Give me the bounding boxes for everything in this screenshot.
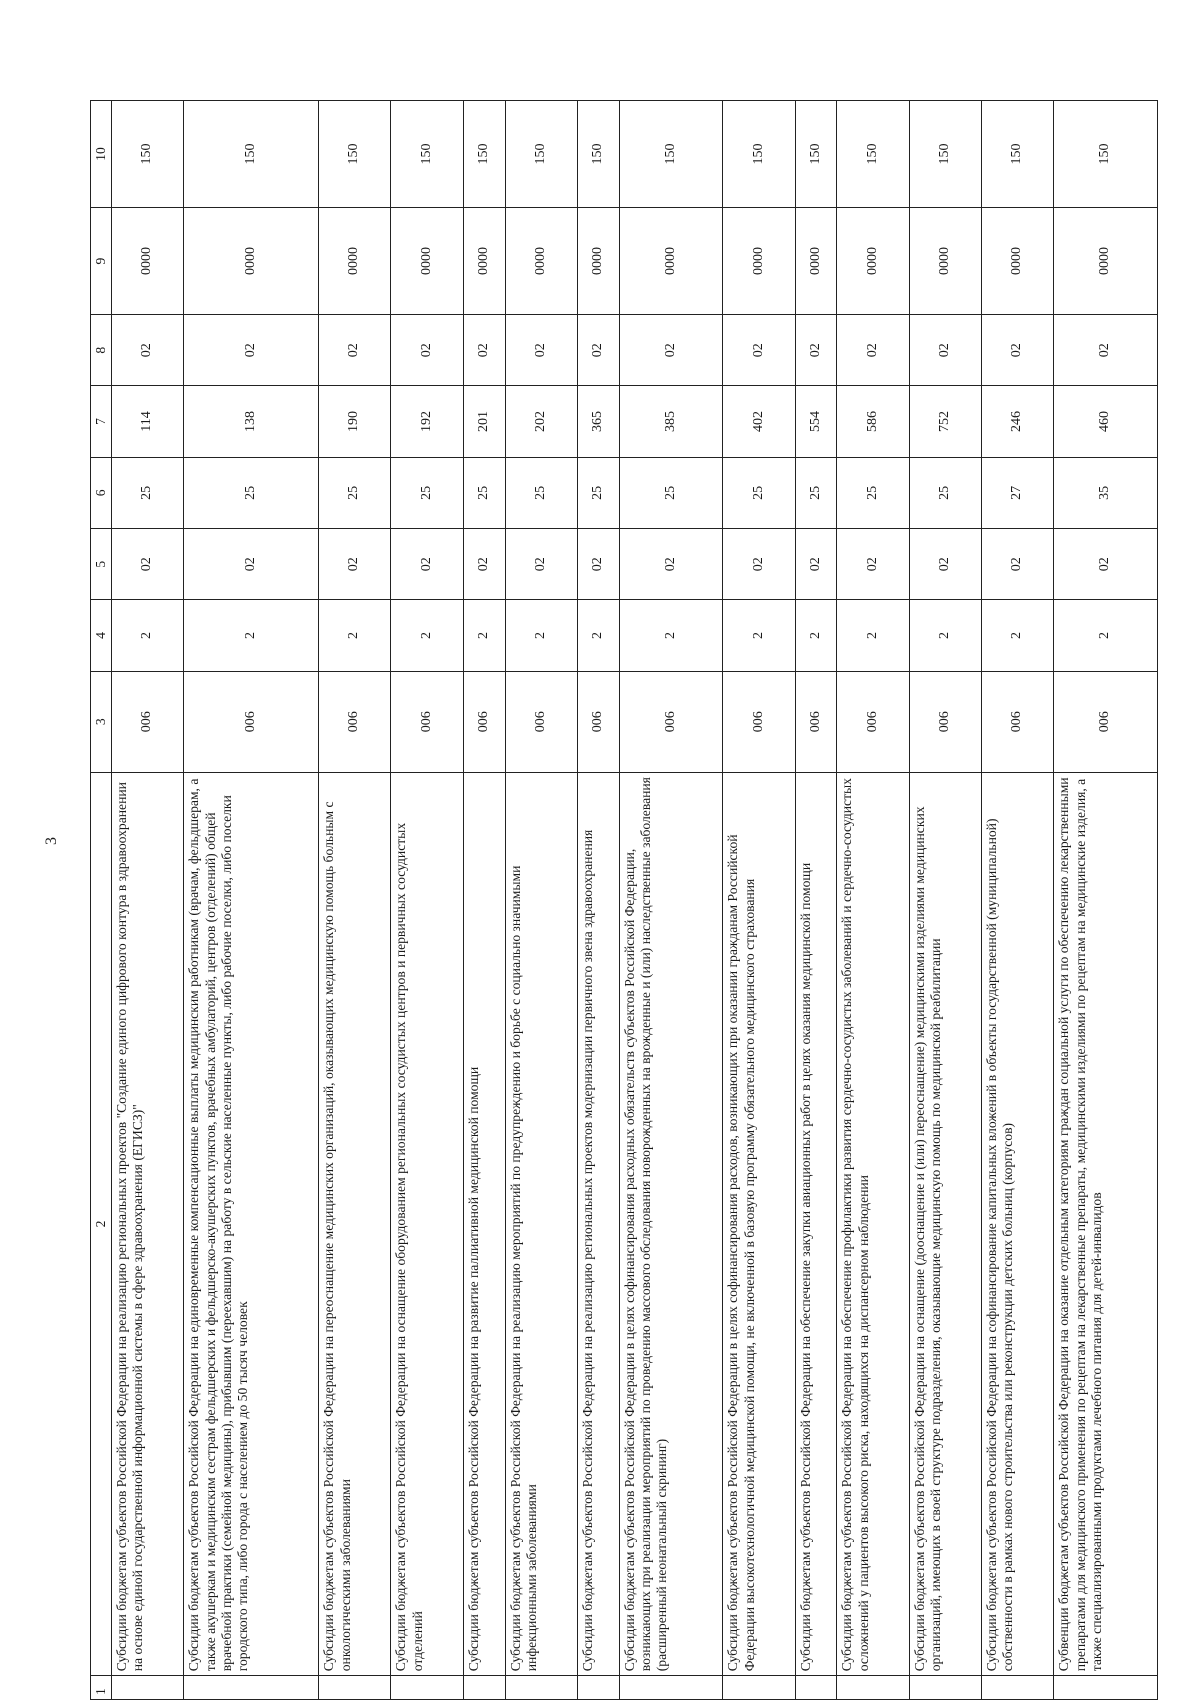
article-code-cell: 25 [619, 457, 723, 528]
description-cell: Субвенции бюджетам субъектов Российской Федерации на оказание отдельным категориям граждан социальной услуги по обеспечению лекарственными препаратами для медицинского применения по рецептам на лекарственные препараты, медицинскими изделиями по рецептам на медицинские изделия, а также специализированными продуктами лечебного питания для детей-инвалидов [1054, 772, 1158, 1676]
program-code-cell: 0000 [319, 208, 391, 315]
table-row [391, 101, 463, 1700]
group-code-cell: 2 [909, 600, 981, 671]
table-row [837, 101, 909, 1700]
article-code-cell: 25 [837, 457, 909, 528]
program-code-cell: 0000 [981, 208, 1053, 315]
description-cell: Субсидии бюджетам субъектов Российской Федерации на реализацию региональных проектов модернизации первичного звена здравоохранения [577, 772, 619, 1676]
program-code-cell: 0000 [1054, 208, 1158, 315]
description-cell: Субсидии бюджетам субъектов Российской Федерации на оснащение (дооснащение и (или) переоснащение) медицинскими изделиями медицинских организаций, имеющих в своей структуре подразделения, оказывающие медицинскую помощь по медицинской реабилитации [909, 772, 981, 1676]
group-code-cell: 2 [391, 600, 463, 671]
description-cell: Субсидии бюджетам субъектов Российской Федерации на реализацию мероприятий по предупреждению и борьбе с социально значимыми инфекционными заболеваниями [505, 772, 577, 1676]
element-code-cell: 02 [1054, 315, 1158, 386]
subgroup-code-cell: 02 [577, 529, 619, 600]
description-cell: Субсидии бюджетам субъектов Российской Федерации на оснащение оборудованием региональных сосудистых центров и первичных сосудистых отделений [391, 772, 463, 1676]
subgroup-code-cell: 02 [981, 529, 1053, 600]
subarticle-code-cell: 138 [184, 386, 319, 457]
group-code-cell: 2 [1054, 600, 1158, 671]
table-row [184, 101, 319, 1700]
subarticle-code-cell: 752 [909, 386, 981, 457]
element-code-cell: 02 [795, 315, 837, 386]
subordinate-code-cell: 006 [723, 671, 795, 772]
article-code-cell: 35 [1054, 457, 1158, 528]
row-number-cell [184, 1676, 319, 1700]
group-code-cell: 2 [112, 600, 184, 671]
table-row [463, 101, 505, 1700]
program-code-cell: 0000 [723, 208, 795, 315]
group-code-cell: 2 [184, 600, 319, 671]
subgroup-code-cell: 02 [391, 529, 463, 600]
program-code-cell: 0000 [577, 208, 619, 315]
subordinate-code-cell: 006 [909, 671, 981, 772]
table-row [909, 101, 981, 1700]
row-number-cell [391, 1676, 463, 1700]
row-number-cell [837, 1676, 909, 1700]
row-number-cell [1054, 1676, 1158, 1700]
table-row [619, 101, 723, 1700]
group-code-cell: 2 [577, 600, 619, 671]
row-number-cell [619, 1676, 723, 1700]
subarticle-code-cell: 402 [723, 386, 795, 457]
classification-code-cell: 150 [505, 101, 577, 208]
subarticle-code-cell: 201 [463, 386, 505, 457]
subarticle-code-cell: 365 [577, 386, 619, 457]
program-code-cell: 0000 [184, 208, 319, 315]
element-code-cell: 02 [577, 315, 619, 386]
article-code-cell: 25 [795, 457, 837, 528]
subarticle-code-cell: 114 [112, 386, 184, 457]
table-row [723, 101, 795, 1700]
group-code-cell: 2 [619, 600, 723, 671]
table-row [319, 101, 391, 1700]
table-row [112, 101, 184, 1700]
subgroup-code-cell: 02 [909, 529, 981, 600]
subarticle-code-cell: 460 [1054, 386, 1158, 457]
subarticle-code-cell: 586 [837, 386, 909, 457]
row-number-cell [577, 1676, 619, 1700]
subordinate-code-cell: 006 [1054, 671, 1158, 772]
column-header-5: 5 [91, 529, 112, 600]
subordinate-code-cell: 006 [577, 671, 619, 772]
subordinate-code-cell: 006 [319, 671, 391, 772]
element-code-cell: 02 [837, 315, 909, 386]
program-code-cell: 0000 [112, 208, 184, 315]
description-cell: Субсидии бюджетам субъектов Российской Федерации на развитие паллиативной медицинской помощи [463, 772, 505, 1676]
element-code-cell: 02 [909, 315, 981, 386]
row-number-cell [112, 1676, 184, 1700]
budget-codes-table [90, 100, 1158, 1700]
subordinate-code-cell: 006 [112, 671, 184, 772]
row-number-cell [723, 1676, 795, 1700]
column-header-1: 1 [91, 1676, 112, 1700]
subgroup-code-cell: 02 [1054, 529, 1158, 600]
group-code-cell: 2 [981, 600, 1053, 671]
group-code-cell: 2 [795, 600, 837, 671]
subarticle-code-cell: 246 [981, 386, 1053, 457]
table-row [795, 101, 837, 1700]
article-code-cell: 25 [505, 457, 577, 528]
subordinate-code-cell: 006 [795, 671, 837, 772]
table-body [112, 101, 1158, 1700]
row-number-cell [795, 1676, 837, 1700]
program-code-cell: 0000 [505, 208, 577, 315]
subordinate-code-cell: 006 [619, 671, 723, 772]
table-row [981, 101, 1053, 1700]
article-code-cell: 25 [391, 457, 463, 528]
row-number-cell [505, 1676, 577, 1700]
subordinate-code-cell: 006 [391, 671, 463, 772]
table-row [1054, 101, 1158, 1700]
program-code-cell: 0000 [619, 208, 723, 315]
classification-code-cell: 150 [319, 101, 391, 208]
article-code-cell: 25 [112, 457, 184, 528]
subgroup-code-cell: 02 [184, 529, 319, 600]
element-code-cell: 02 [619, 315, 723, 386]
group-code-cell: 2 [505, 600, 577, 671]
column-header-7: 7 [91, 386, 112, 457]
classification-code-cell: 150 [1054, 101, 1158, 208]
element-code-cell: 02 [981, 315, 1053, 386]
group-code-cell: 2 [319, 600, 391, 671]
subgroup-code-cell: 02 [619, 529, 723, 600]
subarticle-code-cell: 202 [505, 386, 577, 457]
element-code-cell: 02 [112, 315, 184, 386]
subordinate-code-cell: 006 [505, 671, 577, 772]
article-code-cell: 25 [184, 457, 319, 528]
classification-code-cell: 150 [837, 101, 909, 208]
classification-code-cell: 150 [909, 101, 981, 208]
subordinate-code-cell: 006 [463, 671, 505, 772]
subgroup-code-cell: 02 [837, 529, 909, 600]
program-code-cell: 0000 [795, 208, 837, 315]
subgroup-code-cell: 02 [319, 529, 391, 600]
description-cell: Субсидии бюджетам субъектов Российской Федерации на единовременные компенсационные выплаты медицинским работникам (врачам, фельдшерам, а также акушеркам и медицинским сестрам фельдшерских и фельдшерско-акушерских пунктов, врачебных амбулаторий, центров (отделений) общей врачебной практики (семейной медицины), прибывшим (переехавшим) на работу в сельские населенные пункты, либо рабочие поселки, либо поселки городского типа, либо города с населением до 50 тысяч человек [184, 772, 319, 1676]
element-code-cell: 02 [319, 315, 391, 386]
column-header-6: 6 [91, 457, 112, 528]
row-number-cell [463, 1676, 505, 1700]
article-code-cell: 25 [319, 457, 391, 528]
element-code-cell: 02 [184, 315, 319, 386]
classification-code-cell: 150 [981, 101, 1053, 208]
classification-code-cell: 150 [723, 101, 795, 208]
element-code-cell: 02 [391, 315, 463, 386]
row-number-cell [981, 1676, 1053, 1700]
column-header-2: 2 [91, 772, 112, 1676]
table-row [505, 101, 577, 1700]
program-code-cell: 0000 [909, 208, 981, 315]
row-number-cell [319, 1676, 391, 1700]
program-code-cell: 0000 [391, 208, 463, 315]
description-cell: Субсидии бюджетам субъектов Российской Федерации в целях софинансирования расходных обязательств субъектов Российской Федерации, возникающих при реализации мероприятий по проведению массового обследования новорожденных на врожденные и (или) наследственные заболевания (расширенный неонатальный скрининг) [619, 772, 723, 1676]
subordinate-code-cell: 006 [184, 671, 319, 772]
article-code-cell: 25 [463, 457, 505, 528]
classification-code-cell: 150 [112, 101, 184, 208]
subordinate-code-cell: 006 [837, 671, 909, 772]
program-code-cell: 0000 [837, 208, 909, 315]
description-cell: Субсидии бюджетам субъектов Российской Федерации на софинансирование капитальных вложений в объекты государственной (муниципальной) собственности в рамках нового строительства или реконструкции детских больниц (корпусов) [981, 772, 1053, 1676]
article-code-cell: 27 [981, 457, 1053, 528]
article-code-cell: 25 [909, 457, 981, 528]
subgroup-code-cell: 02 [795, 529, 837, 600]
classification-code-cell: 150 [795, 101, 837, 208]
element-code-cell: 02 [463, 315, 505, 386]
classification-code-cell: 150 [463, 101, 505, 208]
classification-code-cell: 150 [619, 101, 723, 208]
group-code-cell: 2 [723, 600, 795, 671]
article-code-cell: 25 [723, 457, 795, 528]
description-cell: Субсидии бюджетам субъектов Российской Федерации на переоснащение медицинских организаций, оказывающих медицинскую помощь больным с онкологическими заболеваниями [319, 772, 391, 1676]
column-header-4: 4 [91, 600, 112, 671]
description-cell: Субсидии бюджетам субъектов Российской Федерации на реализацию региональных проектов "Создание единого цифрового контура в здравоохранении на основе единой государственной информационной системы в сфере здравоохранения (ЕГИСЗ)" [112, 772, 184, 1676]
column-header-8: 8 [91, 315, 112, 386]
article-code-cell: 25 [577, 457, 619, 528]
description-cell: Субсидии бюджетам субъектов Российской Федерации на обеспечение закупки авиационных работ в целях оказания медицинской помощи [795, 772, 837, 1676]
group-code-cell: 2 [837, 600, 909, 671]
subordinate-code-cell: 006 [981, 671, 1053, 772]
element-code-cell: 02 [505, 315, 577, 386]
group-code-cell: 2 [463, 600, 505, 671]
row-number-cell [909, 1676, 981, 1700]
subarticle-code-cell: 385 [619, 386, 723, 457]
subgroup-code-cell: 02 [723, 529, 795, 600]
classification-code-cell: 150 [391, 101, 463, 208]
column-header-10: 10 [91, 101, 112, 208]
description-cell: Субсидии бюджетам субъектов Российской Федерации в целях софинансирования расходов, возникающих при оказании гражданам Российской Федерации высокотехнологичной медицинской помощи, не включенной в базовую программу обязательного медицинского страхования [723, 772, 795, 1676]
column-header-9: 9 [91, 208, 112, 315]
column-header-3: 3 [91, 671, 112, 772]
subarticle-code-cell: 192 [391, 386, 463, 457]
header-row [91, 101, 112, 1700]
subgroup-code-cell: 02 [505, 529, 577, 600]
page-number: 3 [43, 837, 60, 845]
table-row [577, 101, 619, 1700]
subgroup-code-cell: 02 [112, 529, 184, 600]
program-code-cell: 0000 [463, 208, 505, 315]
element-code-cell: 02 [723, 315, 795, 386]
description-cell: Субсидии бюджетам субъектов Российской Федерации на обеспечение профилактики развития сердечно-сосудистых заболеваний и сердечно-сосудистых осложнений у пациентов высокого риска, находящихся на диспансерном наблюдении [837, 772, 909, 1676]
budget-codes-table-container [90, 100, 1158, 1700]
classification-code-cell: 150 [577, 101, 619, 208]
subarticle-code-cell: 190 [319, 386, 391, 457]
subarticle-code-cell: 554 [795, 386, 837, 457]
subgroup-code-cell: 02 [463, 529, 505, 600]
classification-code-cell: 150 [184, 101, 319, 208]
